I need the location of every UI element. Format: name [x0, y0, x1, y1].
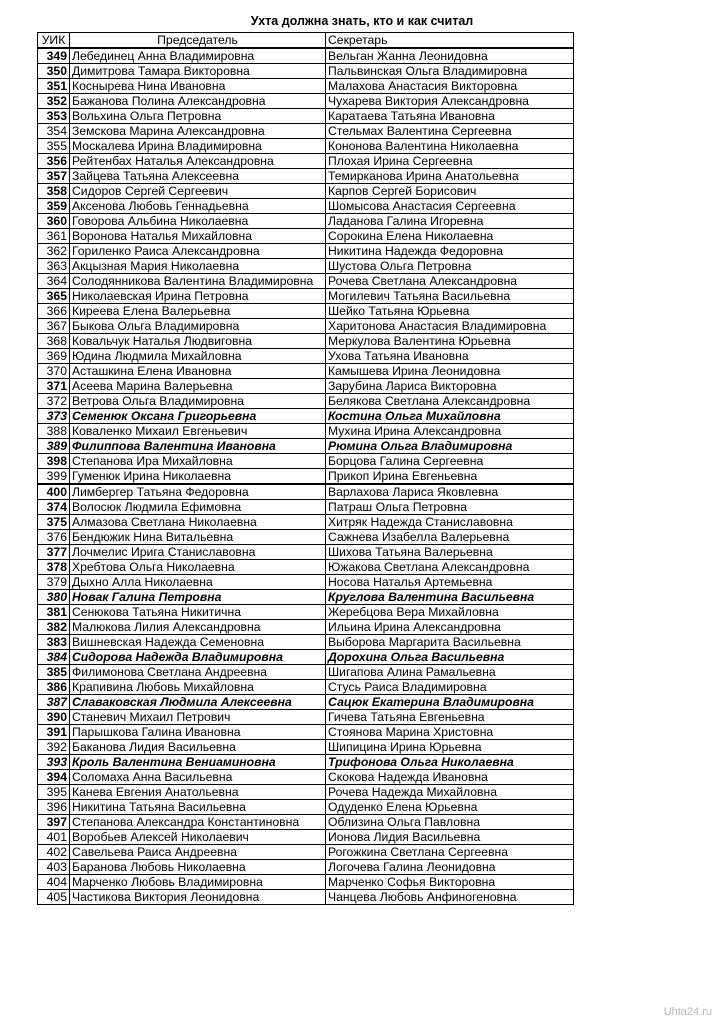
chair-cell: Сидоров Сергей Сергеевич	[70, 184, 326, 199]
secretary-cell: Марченко Софья Викторовна	[326, 875, 574, 890]
secretary-cell: Белякова Светлана Александровна	[326, 394, 574, 409]
table-row	[38, 484, 574, 500]
chair-cell: Бажанова Полина Александровна	[70, 94, 326, 109]
secretary-cell: Ладанова Галина Игоревна	[326, 214, 574, 229]
chair-cell: Гориленко Раиса Александровна	[70, 244, 326, 259]
uik-cell: 363	[38, 259, 70, 274]
uik-cell: 379	[38, 575, 70, 590]
secretary-cell: Меркулова Валентина Юрьевна	[326, 334, 574, 349]
table-row	[38, 259, 574, 274]
secretary-cell: Одуденко Елена Юрьевна	[326, 800, 574, 815]
table-row	[38, 469, 574, 485]
table-row	[38, 214, 574, 229]
site-watermark: Uhta24.ru	[663, 1006, 712, 1018]
table-row	[38, 79, 574, 94]
header-chair: Председатель	[70, 33, 326, 49]
secretary-cell: Стусь Раиса Владимировна	[326, 680, 574, 695]
secretary-cell: Выборова Маргарита Васильевна	[326, 635, 574, 650]
secretary-cell: Зарубина Лариса Викторовна	[326, 379, 574, 394]
secretary-cell: Темирканова Ирина Анатольевна	[326, 169, 574, 184]
table-row	[38, 48, 574, 64]
uik-cell: 381	[38, 605, 70, 620]
chair-cell: Баканова Лидия Васильевна	[70, 740, 326, 755]
chair-cell: Коснырева Нина Ивановна	[70, 79, 326, 94]
secretary-cell: Мухина Ирина Александровна	[326, 424, 574, 439]
header-uik: УИК	[38, 33, 70, 49]
secretary-cell: Никитина Надежда Федоровна	[326, 244, 574, 259]
secretary-cell: Харитонова Анастасия Владимировна	[326, 319, 574, 334]
uik-cell: 384	[38, 650, 70, 665]
chair-cell: Вольхина Ольга Петровна	[70, 109, 326, 124]
table-row	[38, 394, 574, 409]
table-row	[38, 770, 574, 785]
uik-cell: 356	[38, 154, 70, 169]
secretary-cell: Облизина Ольга Павловна	[326, 815, 574, 830]
uik-cell: 401	[38, 830, 70, 845]
chair-cell: Степанова Ира Михайловна	[70, 454, 326, 469]
table-row	[38, 890, 574, 905]
table-row	[38, 635, 574, 650]
uik-cell: 404	[38, 875, 70, 890]
secretary-cell: Южакова Светлана Александровна	[326, 560, 574, 575]
secretary-cell: Дорохина Ольга Васильевна	[326, 650, 574, 665]
secretary-cell: Шихова Татьяна Валерьевна	[326, 545, 574, 560]
chair-cell: Вишневская Надежда Семеновна	[70, 635, 326, 650]
secretary-cell: Каратаева Татьяна Ивановна	[326, 109, 574, 124]
chair-cell: Быкова Ольга Владимировна	[70, 319, 326, 334]
chair-cell: Алмазова Светлана Николаевна	[70, 515, 326, 530]
secretary-cell: Костина Ольга Михайловна	[326, 409, 574, 424]
secretary-cell: Логочева Галина Леонидовна	[326, 860, 574, 875]
chair-cell: Кроль Валентина Вениаминовна	[70, 755, 326, 770]
table-row	[38, 439, 574, 454]
table-row	[38, 830, 574, 845]
secretary-cell: Рочева Надежда Михайловна	[326, 785, 574, 800]
table-row	[38, 875, 574, 890]
table-row	[38, 409, 574, 424]
secretary-cell: Ухова Татьяна Ивановна	[326, 349, 574, 364]
secretary-cell: Борцова Галина Сергеевна	[326, 454, 574, 469]
chair-cell: Николаевская Ирина Петровна	[70, 289, 326, 304]
uik-cell: 365	[38, 289, 70, 304]
chair-cell: Сидорова Надежда Владимировна	[70, 650, 326, 665]
uik-cell: 372	[38, 394, 70, 409]
chair-cell: Юдина Людмила Михайловна	[70, 349, 326, 364]
chair-cell: Москалева Ирина Владимировна	[70, 139, 326, 154]
uik-cell: 395	[38, 785, 70, 800]
uik-cell: 354	[38, 124, 70, 139]
secretary-cell: Шустова Ольга Петровна	[326, 259, 574, 274]
uik-cell: 368	[38, 334, 70, 349]
uik-cell: 405	[38, 890, 70, 905]
table-row	[38, 620, 574, 635]
document-title: Ухта должна знать, кто и как считал	[250, 14, 474, 28]
table-row	[38, 184, 574, 199]
table-row	[38, 94, 574, 109]
uik-cell: 400	[38, 484, 70, 500]
chair-cell: Сенюкова Татьяна Никитична	[70, 605, 326, 620]
chair-cell: Рейтенбах Наталья Александровна	[70, 154, 326, 169]
secretary-cell: Рюмина Ольга Владимировна	[326, 439, 574, 454]
uik-cell: 385	[38, 665, 70, 680]
table-row	[38, 680, 574, 695]
uik-cell: 353	[38, 109, 70, 124]
chair-cell: Никитина Татьяна Васильевна	[70, 800, 326, 815]
uik-cell: 388	[38, 424, 70, 439]
uik-cell: 392	[38, 740, 70, 755]
uik-cell: 394	[38, 770, 70, 785]
uik-cell: 373	[38, 409, 70, 424]
uik-cell: 355	[38, 139, 70, 154]
chair-cell: Малюкова Лилия Александровна	[70, 620, 326, 635]
table-row	[38, 199, 574, 214]
chair-cell: Говорова Альбина Николаевна	[70, 214, 326, 229]
chair-cell: Степанова Александра Константиновна	[70, 815, 326, 830]
chair-cell: Киреева Елена Валерьевна	[70, 304, 326, 319]
secretary-cell: Сорокина Елена Николаевна	[326, 229, 574, 244]
secretary-cell: Плохая Ирина Сергеевна	[326, 154, 574, 169]
secretary-cell: Малахова Анастасия Викторовна	[326, 79, 574, 94]
table-row	[38, 590, 574, 605]
chair-cell: Аксенова Любовь Геннадьевна	[70, 199, 326, 214]
secretary-cell: Гичева Татьяна Евгеньевна	[326, 710, 574, 725]
table-row	[38, 755, 574, 770]
uik-cell: 366	[38, 304, 70, 319]
secretary-cell: Пальвинская Ольга Владимировна	[326, 64, 574, 79]
table-row	[38, 274, 574, 289]
uik-cell: 396	[38, 800, 70, 815]
uik-cell: 391	[38, 725, 70, 740]
table-row	[38, 64, 574, 79]
chair-cell: Станевич Михаил Петрович	[70, 710, 326, 725]
chair-cell: Зайцева Татьяна Алексеевна	[70, 169, 326, 184]
uik-cell: 390	[38, 710, 70, 725]
secretary-cell: Стоянова Марина Христовна	[326, 725, 574, 740]
chair-cell: Лебединец Анна Владимировна	[70, 48, 326, 64]
chair-cell: Лимбергер Татьяна Федоровна	[70, 484, 326, 500]
uik-cell: 387	[38, 695, 70, 710]
chair-cell: Воробьев Алексей Николаевич	[70, 830, 326, 845]
uik-cell: 383	[38, 635, 70, 650]
table-row	[38, 530, 574, 545]
table-row	[38, 364, 574, 379]
uik-cell: 377	[38, 545, 70, 560]
uik-cell: 369	[38, 349, 70, 364]
chair-cell: Марченко Любовь Владимировна	[70, 875, 326, 890]
secretary-cell: Стельмах Валентина Сергеевна	[326, 124, 574, 139]
table-row	[38, 334, 574, 349]
secretary-cell: Скокова Надежда Ивановна	[326, 770, 574, 785]
uik-cell: 350	[38, 64, 70, 79]
chair-cell: Солодянникова Валентина Владимировна	[70, 274, 326, 289]
table-row	[38, 304, 574, 319]
secretary-cell: Рогожкина Светлана Сергеевна	[326, 845, 574, 860]
table-row	[38, 575, 574, 590]
secretary-cell: Трифонова Ольга Николаевна	[326, 755, 574, 770]
table-row	[38, 860, 574, 875]
chair-cell: Филимонова Светлана Андреевна	[70, 665, 326, 680]
uik-cell: 352	[38, 94, 70, 109]
chair-cell: Земскова Марина Александровна	[70, 124, 326, 139]
table-row	[38, 815, 574, 830]
table-row	[38, 515, 574, 530]
table-row	[38, 845, 574, 860]
table-row	[38, 605, 574, 620]
chair-cell: Ветрова Ольга Владимировна	[70, 394, 326, 409]
uik-cell: 386	[38, 680, 70, 695]
uik-cell: 370	[38, 364, 70, 379]
chair-cell: Ковальчук Наталья Людвиговна	[70, 334, 326, 349]
uik-cell: 399	[38, 469, 70, 485]
chair-cell: Савельева Раиса Андреевна	[70, 845, 326, 860]
table-row	[38, 319, 574, 334]
uik-cell: 378	[38, 560, 70, 575]
chair-cell: Парышкова Галина Ивановна	[70, 725, 326, 740]
chair-cell: Славаковская Людмила Алексеевна	[70, 695, 326, 710]
uik-cell: 351	[38, 79, 70, 94]
uik-cell: 361	[38, 229, 70, 244]
table-row	[38, 740, 574, 755]
uik-cell: 371	[38, 379, 70, 394]
table-row	[38, 139, 574, 154]
secretary-cell: Прикоп Ирина Евгеньевна	[326, 469, 574, 485]
chair-cell: Бендюжик Нина Витальевна	[70, 530, 326, 545]
uik-cell: 359	[38, 199, 70, 214]
header-secretary: Секретарь	[326, 33, 574, 49]
secretary-cell: Сажнева Изабелла Валерьевна	[326, 530, 574, 545]
table-row	[38, 424, 574, 439]
uik-cell: 403	[38, 860, 70, 875]
table-row	[38, 800, 574, 815]
uik-cell: 360	[38, 214, 70, 229]
chair-cell: Асеева Марина Валерьевна	[70, 379, 326, 394]
table-row	[38, 560, 574, 575]
chair-cell: Филиппова Валентина Ивановна	[70, 439, 326, 454]
chair-cell: Семенюк Оксана Григорьевна	[70, 409, 326, 424]
uik-cell: 367	[38, 319, 70, 334]
secretary-cell: Хитряк Надежда Станиславовна	[326, 515, 574, 530]
chair-cell: Дыхно Алла Николаевна	[70, 575, 326, 590]
secretary-cell: Шипицина Ирина Юрьевна	[326, 740, 574, 755]
table-row	[38, 154, 574, 169]
uik-cell: 393	[38, 755, 70, 770]
uik-cell: 389	[38, 439, 70, 454]
table-row	[38, 695, 574, 710]
secretary-cell: Камышева Ирина Леонидовна	[326, 364, 574, 379]
uik-cell: 349	[38, 48, 70, 64]
chair-cell: Волосюк Людмила Ефимовна	[70, 500, 326, 515]
chair-cell: Соломаха Анна Васильевна	[70, 770, 326, 785]
uik-cell: 357	[38, 169, 70, 184]
table-row	[38, 454, 574, 469]
chair-cell: Баранова Любовь Николаевна	[70, 860, 326, 875]
uik-cell: 380	[38, 590, 70, 605]
uik-cell: 374	[38, 500, 70, 515]
secretary-cell: Чанцева Любовь Анфиногеновна	[326, 890, 574, 905]
table-row	[38, 650, 574, 665]
table-row	[38, 545, 574, 560]
secretary-cell: Носова Наталья Артемьевна	[326, 575, 574, 590]
secretary-cell: Чухарева Виктория Александровна	[326, 94, 574, 109]
table-row	[38, 379, 574, 394]
chair-cell: Воронова Наталья Михайловна	[70, 229, 326, 244]
uik-cell: 376	[38, 530, 70, 545]
table-row	[38, 229, 574, 244]
secretary-cell: Шейко Татьяна Юрьевна	[326, 304, 574, 319]
secretary-cell: Могилевич Татьяна Васильевна	[326, 289, 574, 304]
uik-cell: 397	[38, 815, 70, 830]
table-row	[38, 725, 574, 740]
secretary-cell: Кононова Валентина Николаевна	[326, 139, 574, 154]
chair-cell: Канева Евгения Анатольевна	[70, 785, 326, 800]
secretary-cell: Круглова Валентина Васильевна	[326, 590, 574, 605]
secretary-cell: Варлахова Лариса Яковлевна	[326, 484, 574, 500]
secretary-cell: Жеребцова Вера Михайловна	[326, 605, 574, 620]
table-header-row	[38, 33, 574, 49]
table-row	[38, 124, 574, 139]
table-row	[38, 710, 574, 725]
uik-cell: 382	[38, 620, 70, 635]
secretary-cell: Рочева Светлана Александровна	[326, 274, 574, 289]
chair-cell: Частикова Виктория Леонидовна	[70, 890, 326, 905]
chair-cell: Коваленко Михаил Евгеньевич	[70, 424, 326, 439]
table-row	[38, 169, 574, 184]
secretary-cell: Патраш Ольга Петровна	[326, 500, 574, 515]
chair-cell: Хребтова Ольга Николаевна	[70, 560, 326, 575]
chair-cell: Асташкина Елена Ивановна	[70, 364, 326, 379]
secretary-cell: Ильина Ирина Александровна	[326, 620, 574, 635]
secretary-cell: Сацюк Екатерина Владимировна	[326, 695, 574, 710]
uik-cell: 402	[38, 845, 70, 860]
uik-cell: 398	[38, 454, 70, 469]
chair-cell: Гуменюк Ирина Николаевна	[70, 469, 326, 485]
chair-cell: Акцызная Мария Николаевна	[70, 259, 326, 274]
table-row	[38, 500, 574, 515]
table-row	[38, 665, 574, 680]
table-row	[38, 349, 574, 364]
secretary-cell: Шигапова Алина Рамальевна	[326, 665, 574, 680]
uik-cell: 362	[38, 244, 70, 259]
table-row	[38, 785, 574, 800]
chair-cell: Димитрова Тамара Викторовна	[70, 64, 326, 79]
table-row	[38, 289, 574, 304]
secretary-cell: Вельган Жанна Леонидовна	[326, 48, 574, 64]
chair-cell: Крапивина Любовь Михайловна	[70, 680, 326, 695]
uik-cell: 364	[38, 274, 70, 289]
election-commission-table	[37, 32, 574, 905]
secretary-cell: Шомысова Анастасия Сергеевна	[326, 199, 574, 214]
secretary-cell: Карпов Сергей Борисович	[326, 184, 574, 199]
chair-cell: Новак Галина Петровна	[70, 590, 326, 605]
table-row	[38, 109, 574, 124]
chair-cell: Лочмелис Ирига Станиславовна	[70, 545, 326, 560]
table-row	[38, 244, 574, 259]
uik-cell: 358	[38, 184, 70, 199]
uik-cell: 375	[38, 515, 70, 530]
secretary-cell: Ионова Лидия Васильевна	[326, 830, 574, 845]
